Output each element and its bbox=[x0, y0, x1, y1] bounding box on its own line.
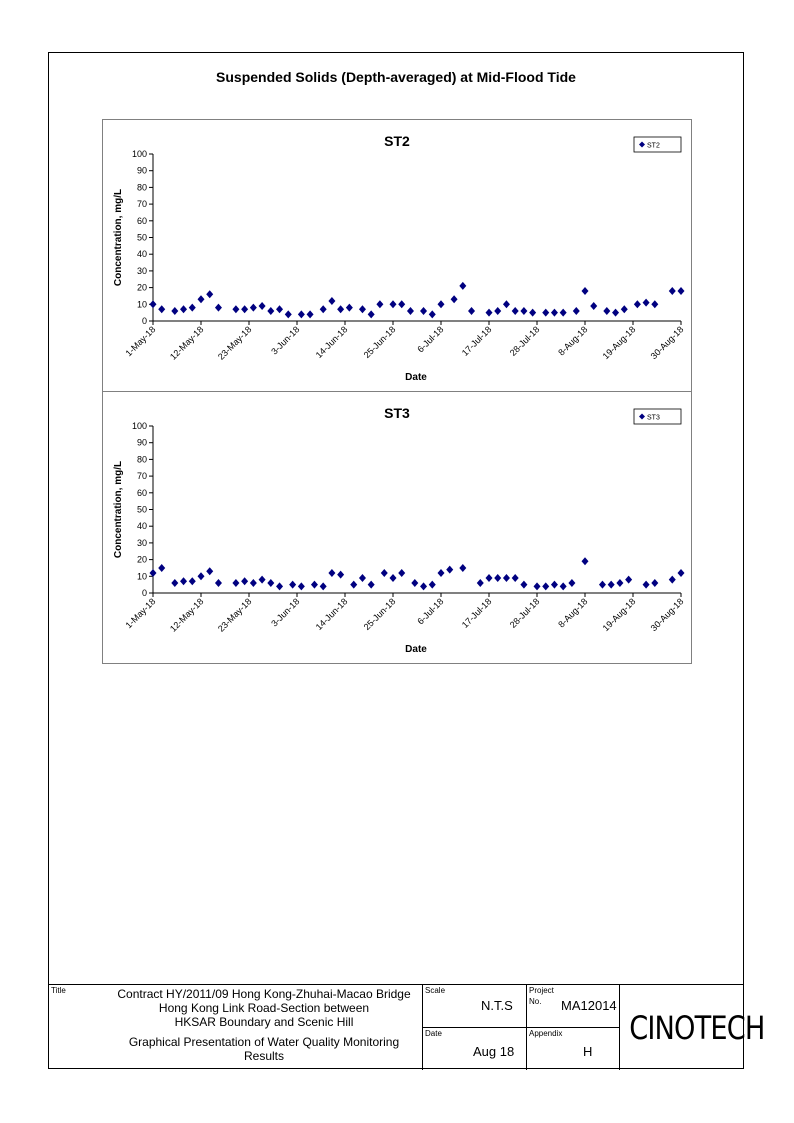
data-point bbox=[459, 282, 466, 290]
scale-date-cell bbox=[422, 985, 526, 1070]
data-point bbox=[320, 582, 327, 590]
data-point bbox=[180, 305, 187, 313]
data-point bbox=[429, 310, 436, 318]
data-point bbox=[276, 305, 283, 313]
date-label: Date bbox=[425, 1029, 442, 1038]
scale-value: N.T.S bbox=[481, 998, 513, 1013]
y-tick-label: 50 bbox=[136, 232, 147, 243]
chart-area bbox=[102, 119, 692, 664]
data-point bbox=[616, 579, 623, 587]
data-point bbox=[451, 295, 458, 303]
y-tick-label: 30 bbox=[136, 537, 147, 548]
company-logo: CINOTECH bbox=[629, 1009, 765, 1047]
data-point bbox=[494, 574, 501, 582]
data-point bbox=[328, 569, 335, 577]
contract-title-line-3: HKSAR Boundary and Scenic Hill bbox=[174, 1015, 354, 1029]
data-point bbox=[551, 581, 558, 589]
data-point bbox=[503, 574, 510, 582]
x-tick-label: 30-Aug-18 bbox=[648, 324, 686, 362]
data-point bbox=[459, 564, 466, 572]
data-point bbox=[625, 576, 632, 584]
data-point bbox=[411, 579, 418, 587]
data-point bbox=[359, 305, 366, 313]
x-tick-label: 19-Aug-18 bbox=[600, 596, 638, 634]
data-point bbox=[542, 309, 549, 317]
contract-title bbox=[79, 987, 449, 1029]
data-point bbox=[643, 299, 650, 307]
data-point bbox=[651, 300, 658, 308]
title-cell bbox=[49, 985, 422, 1070]
y-tick-label: 80 bbox=[136, 454, 147, 465]
data-point bbox=[206, 290, 213, 298]
x-tick-label: 25-Jun-18 bbox=[361, 324, 398, 361]
data-point bbox=[241, 577, 248, 585]
x-tick-label: 17-Jul-18 bbox=[459, 324, 494, 358]
data-point bbox=[477, 579, 484, 587]
chart-st2 bbox=[103, 120, 691, 390]
data-point bbox=[189, 304, 196, 312]
data-point bbox=[368, 581, 375, 589]
project-label: Project bbox=[529, 986, 554, 995]
data-point bbox=[446, 566, 453, 574]
data-point bbox=[359, 574, 366, 582]
data-point bbox=[669, 576, 676, 584]
data-point bbox=[150, 300, 157, 308]
data-point bbox=[678, 569, 685, 577]
data-point bbox=[381, 569, 388, 577]
data-point bbox=[198, 295, 205, 303]
data-point bbox=[560, 309, 567, 317]
x-axis-label: Date bbox=[405, 372, 427, 383]
y-tick-label: 40 bbox=[136, 249, 147, 260]
data-point bbox=[346, 304, 353, 312]
data-point bbox=[171, 579, 178, 587]
y-tick-label: 20 bbox=[136, 282, 147, 293]
title-block bbox=[49, 984, 765, 1070]
data-point bbox=[612, 309, 619, 317]
y-tick-label: 70 bbox=[136, 199, 147, 210]
y-tick-label: 60 bbox=[136, 215, 147, 226]
contract-title-line-1: Contract HY/2011/09 Hong Kong-Zhuhai-Macao Bridge bbox=[117, 987, 411, 1001]
x-tick-label: 25-Jun-18 bbox=[361, 596, 398, 633]
data-point bbox=[621, 305, 628, 313]
y-tick-label: 50 bbox=[136, 504, 147, 515]
y-tick-label: 20 bbox=[136, 554, 147, 565]
data-point bbox=[298, 582, 305, 590]
data-point bbox=[180, 577, 187, 585]
page-frame bbox=[48, 52, 765, 1069]
title-label: Title bbox=[51, 986, 66, 995]
data-point bbox=[560, 582, 567, 590]
chart-st3 bbox=[103, 392, 691, 664]
drawing-subtitle-line-2: Results bbox=[243, 1049, 284, 1063]
data-point bbox=[520, 581, 527, 589]
data-point bbox=[590, 302, 597, 310]
drawing-subtitle-line-1: Graphical Presentation of Water Quality Monitoring bbox=[128, 1035, 400, 1049]
y-tick-label: 0 bbox=[141, 316, 147, 326]
data-point bbox=[307, 310, 314, 318]
data-point bbox=[534, 582, 541, 590]
x-tick-label: 3-Jun-18 bbox=[269, 596, 302, 629]
data-point bbox=[429, 581, 436, 589]
data-point bbox=[512, 574, 519, 582]
data-point bbox=[215, 304, 222, 312]
contract-title-line-2: Hong Kong Link Road-Section between bbox=[158, 1001, 370, 1015]
data-point bbox=[486, 574, 493, 582]
data-point bbox=[634, 300, 641, 308]
data-point bbox=[232, 579, 239, 587]
data-point bbox=[328, 297, 335, 305]
appendix-label: Appendix bbox=[529, 1029, 563, 1038]
y-tick-label: 100 bbox=[131, 149, 147, 159]
data-point bbox=[171, 307, 178, 315]
data-point bbox=[259, 576, 266, 584]
data-point bbox=[285, 310, 292, 318]
x-tick-label: 14-Jun-18 bbox=[313, 324, 350, 361]
data-point bbox=[407, 307, 414, 315]
x-axis-label: Date bbox=[405, 644, 427, 655]
data-point bbox=[206, 567, 213, 575]
data-point bbox=[390, 300, 397, 308]
data-point bbox=[582, 287, 589, 295]
data-point bbox=[542, 582, 549, 590]
x-tick-label: 23-May-18 bbox=[215, 596, 254, 634]
data-point bbox=[289, 581, 296, 589]
data-point bbox=[512, 307, 519, 315]
data-point bbox=[599, 581, 606, 589]
x-tick-label: 14-Jun-18 bbox=[313, 596, 350, 633]
x-tick-label: 3-Jun-18 bbox=[269, 324, 302, 357]
x-tick-label: 8-Aug-18 bbox=[556, 324, 590, 358]
data-point bbox=[420, 307, 427, 315]
data-point bbox=[503, 300, 510, 308]
data-point bbox=[350, 581, 357, 589]
data-point bbox=[486, 309, 493, 317]
data-point bbox=[198, 572, 205, 580]
y-tick-label: 60 bbox=[136, 487, 147, 498]
data-point bbox=[551, 309, 558, 317]
y-axis-label: Concentration, mg/L bbox=[113, 188, 124, 287]
data-point bbox=[608, 581, 615, 589]
data-point bbox=[150, 569, 157, 577]
y-tick-label: 10 bbox=[136, 299, 147, 310]
x-tick-label: 12-May-18 bbox=[167, 324, 206, 362]
y-tick-label: 30 bbox=[136, 265, 147, 276]
y-tick-label: 90 bbox=[136, 437, 147, 448]
project-appendix-cell bbox=[526, 985, 619, 1070]
data-point bbox=[241, 305, 248, 313]
data-point bbox=[651, 579, 658, 587]
x-tick-label: 23-May-18 bbox=[215, 324, 254, 362]
y-tick-label: 90 bbox=[136, 165, 147, 176]
data-point bbox=[320, 305, 327, 313]
data-point bbox=[232, 305, 239, 313]
chart-title: ST2 bbox=[384, 133, 410, 149]
y-axis-label: Concentration, mg/L bbox=[113, 460, 124, 559]
x-tick-label: 17-Jul-18 bbox=[459, 596, 494, 630]
data-point bbox=[568, 579, 575, 587]
data-point bbox=[398, 569, 405, 577]
x-tick-label: 28-Jul-18 bbox=[507, 596, 542, 630]
data-point bbox=[398, 300, 405, 308]
data-point bbox=[267, 579, 274, 587]
data-point bbox=[337, 305, 344, 313]
data-point bbox=[643, 581, 650, 589]
data-point bbox=[215, 579, 222, 587]
data-point bbox=[368, 310, 375, 318]
data-point bbox=[582, 557, 589, 565]
x-tick-label: 1-May-18 bbox=[123, 324, 158, 359]
data-point bbox=[158, 305, 165, 313]
data-point bbox=[259, 302, 266, 310]
data-point bbox=[376, 300, 383, 308]
date-value: Aug 18 bbox=[473, 1044, 515, 1059]
x-tick-label: 6-Jul-18 bbox=[415, 324, 446, 355]
data-point bbox=[390, 574, 397, 582]
data-point bbox=[158, 564, 165, 572]
project-value: MA12014 bbox=[561, 998, 617, 1013]
data-point bbox=[250, 579, 257, 587]
chart-title: ST3 bbox=[384, 405, 410, 421]
data-point bbox=[529, 309, 536, 317]
drawing-subtitle bbox=[79, 1035, 449, 1063]
y-tick-label: 100 bbox=[131, 421, 147, 431]
y-tick-label: 0 bbox=[141, 588, 147, 598]
data-point bbox=[276, 582, 283, 590]
data-point bbox=[298, 310, 305, 318]
data-point bbox=[420, 582, 427, 590]
x-tick-label: 30-Aug-18 bbox=[648, 596, 686, 634]
data-point bbox=[189, 577, 196, 585]
x-tick-label: 8-Aug-18 bbox=[556, 596, 590, 630]
x-tick-label: 1-May-18 bbox=[123, 596, 158, 631]
data-point bbox=[438, 300, 445, 308]
data-point bbox=[468, 307, 475, 315]
data-point bbox=[438, 569, 445, 577]
data-point bbox=[678, 287, 685, 295]
legend-label: ST3 bbox=[647, 414, 660, 422]
y-tick-label: 80 bbox=[136, 182, 147, 193]
project-no-label: No. bbox=[529, 997, 542, 1006]
data-point bbox=[669, 287, 676, 295]
y-tick-label: 40 bbox=[136, 521, 147, 532]
data-point bbox=[494, 307, 501, 315]
y-tick-label: 10 bbox=[136, 571, 147, 582]
data-point bbox=[250, 304, 257, 312]
data-point bbox=[311, 581, 318, 589]
data-point bbox=[267, 307, 274, 315]
legend-label: ST2 bbox=[647, 142, 660, 150]
y-tick-label: 70 bbox=[136, 471, 147, 482]
x-tick-label: 19-Aug-18 bbox=[600, 324, 638, 362]
data-point bbox=[573, 307, 580, 315]
logo-cell bbox=[619, 985, 765, 1070]
scale-label: Scale bbox=[425, 986, 446, 995]
x-tick-label: 12-May-18 bbox=[167, 596, 206, 634]
data-point bbox=[337, 571, 344, 579]
appendix-value: H bbox=[583, 1044, 593, 1059]
x-tick-label: 6-Jul-18 bbox=[415, 596, 446, 627]
data-point bbox=[603, 307, 610, 315]
data-point bbox=[520, 307, 527, 315]
page-title: Suspended Solids (Depth-averaged) at Mid-Flood Tide bbox=[216, 69, 576, 85]
x-tick-label: 28-Jul-18 bbox=[507, 324, 542, 358]
